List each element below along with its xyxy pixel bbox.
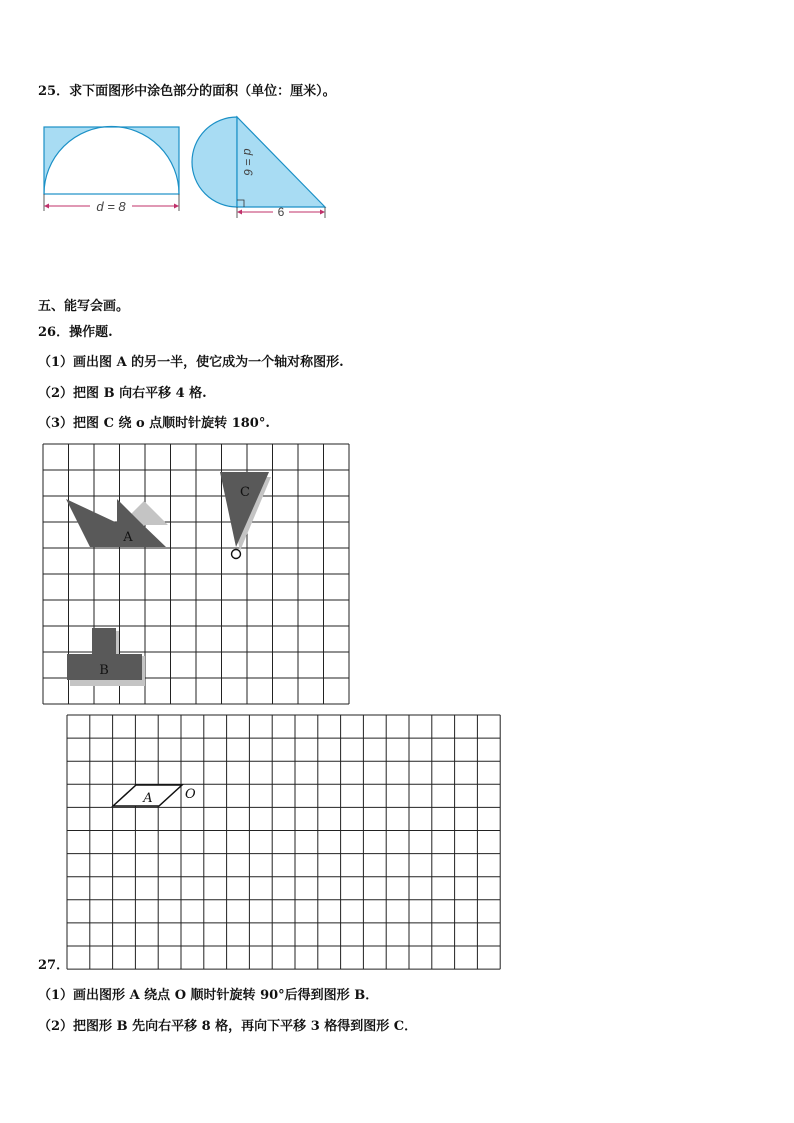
q26-shape-b-label: B [99,663,109,678]
q25-prompt: 25．求下面图形中涂色部分的面积（单位：厘米）。 [38,84,336,99]
q26-point-o [232,550,241,559]
q26-shape-a-label: A [123,530,133,545]
q27-shape-a-label: A [143,791,153,806]
q26-item-1: （1）画出图 A 的另一半，使它成为一个轴对称图形. [38,355,344,370]
q25-figure-semicircle-triangle [190,112,335,222]
q25-fig2-d-label: d = 6 [241,148,255,176]
q25-fig2-base-label: 6 [277,205,285,219]
q27-item-1: （1）画出图形 A 绕点 O 顺时针旋转 90°后得到图形 B． [38,988,379,1003]
q26-shape-c [220,472,271,559]
q26-item-3: （3）把图 C 绕 o 点顺时针旋转 180°. [38,416,270,431]
q26-title: 26．操作题. [38,325,113,340]
q25-figure-rect-semicircle [40,124,185,214]
q26-shape-c-label: C [240,485,250,500]
q27-point-o-label: O [185,787,196,802]
section5-title: 五、能写会画。 [38,299,130,314]
q26-item-2: （2）把图 B 向右平移 4 格. [38,386,207,401]
q27-number: 27． [38,958,70,973]
q27-grid [66,714,506,974]
q27-item-2: （2）把图形 B 先向右平移 8 格，再向下平移 3 格得到图形 C． [38,1019,418,1034]
q26-shape-b [67,628,145,686]
q25-fig1-label: d = 8 [96,199,126,214]
q26-grid [42,443,353,708]
q26-shape-a [66,499,168,547]
